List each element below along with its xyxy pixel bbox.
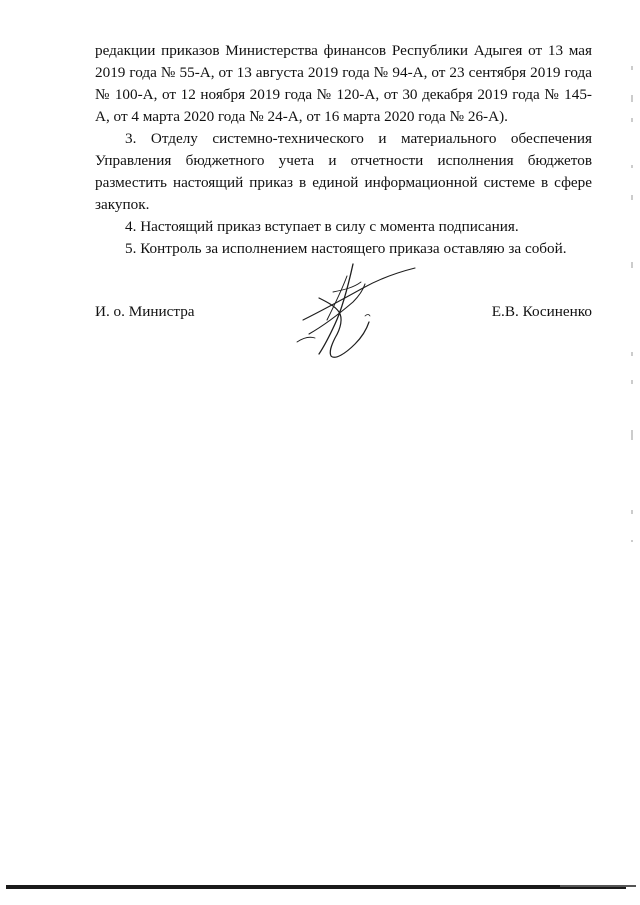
paragraph-continuation: редакции приказов Министерства финансов Республики Адыгея от 13 мая 2019 года № 55-А, от 13 августа 2019 года № 94-А, от 23 сентября 2019 года № 100-А, от 12 ноября 2019 года № 120-А, от 30 декабря 2019 года № 145-А, от 4 марта 2020 года № 24-А, от 16 марта 2020 года № 26-А). xyxy=(95,42,592,125)
paragraph-item-5: 5. Контроль за исполнением настоящего приказа оставляю за собой. xyxy=(125,240,567,257)
document-body xyxy=(95,40,592,260)
paragraph-item-4: 4. Настоящий приказ вступает в силу с момента подписания. xyxy=(125,218,519,235)
handwritten-signature xyxy=(283,262,423,362)
signer-name: Е.В. Косиненко xyxy=(491,303,592,320)
scan-edge-marks xyxy=(620,0,640,905)
bottom-edge-line-end xyxy=(560,885,636,887)
paragraph-item-3: 3. Отделу системно-технического и материального обеспечения Управления бюджетного учета и отчетности исполнения бюджетов разместить настоящий приказ в единой информационной системе в сфере закупок. xyxy=(95,130,592,213)
signer-position: И. о. Министра xyxy=(95,303,195,320)
bottom-edge-line xyxy=(6,885,626,889)
